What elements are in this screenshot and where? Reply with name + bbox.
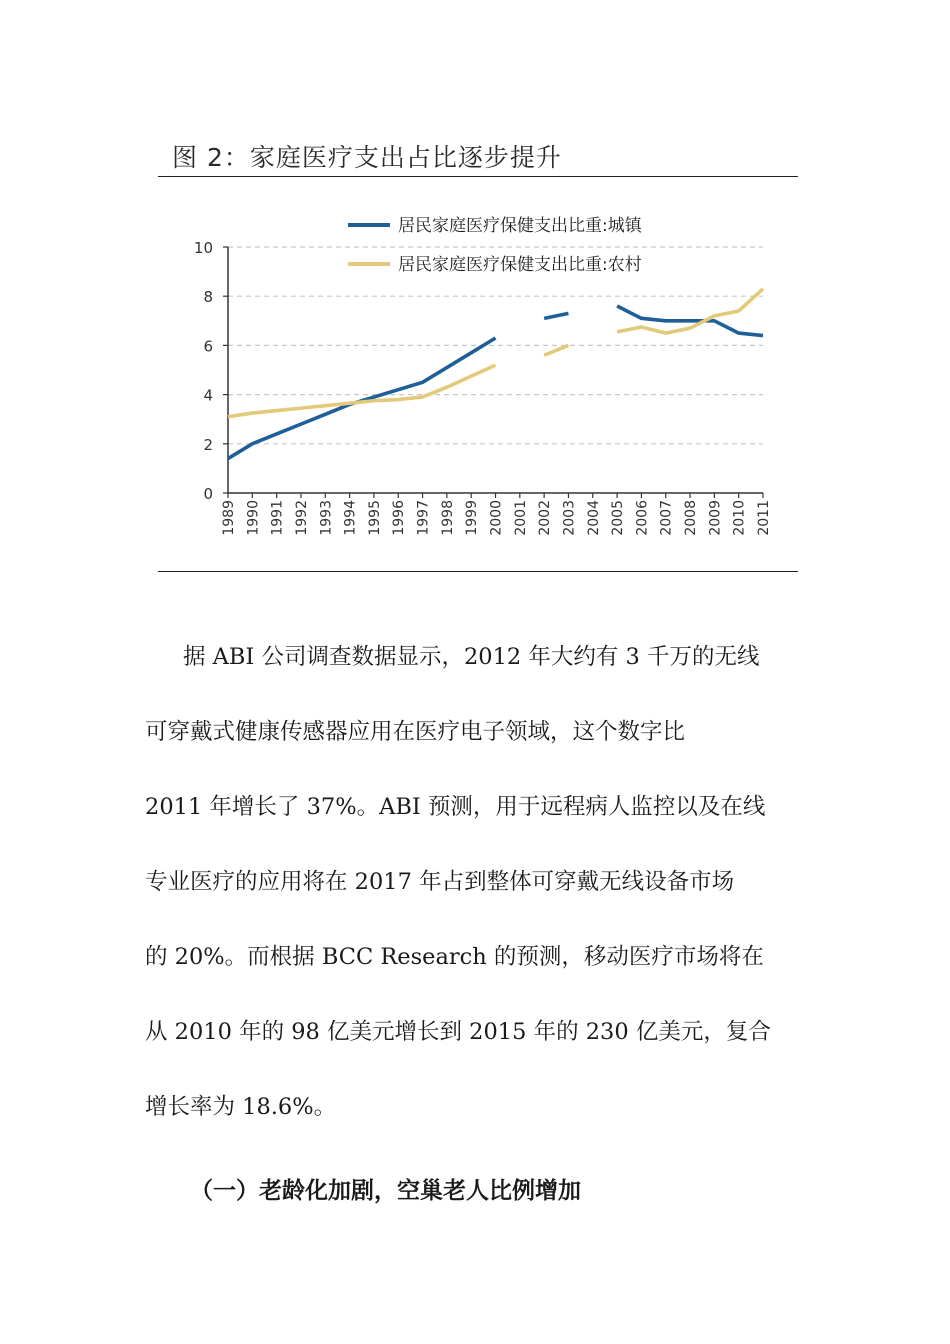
series-line xyxy=(544,345,568,355)
body-line: 从 2010 年的 98 亿美元增长到 2015 年的 230 亿美元，复合 xyxy=(145,1019,771,1045)
body-line: 2011 年增长了 37%。ABI 预测，用于远程病人监控以及在线 xyxy=(145,794,766,820)
x-tick-label: 2004 xyxy=(585,500,602,536)
series-line xyxy=(617,289,763,333)
body-line: 的 20%。而根据 BCC Research 的预测，移动医疗市场将在 xyxy=(145,944,764,970)
y-tick-label: 8 xyxy=(203,288,213,307)
y-tick-label: 6 xyxy=(203,337,213,356)
x-tick-label: 1990 xyxy=(245,500,262,536)
x-tick-label: 2006 xyxy=(634,500,651,536)
x-tick-label: 2008 xyxy=(683,500,700,536)
x-tick-label: 1998 xyxy=(439,500,456,536)
figure-top-rule xyxy=(158,176,798,177)
x-tick-label: 1992 xyxy=(293,500,310,536)
line-chart xyxy=(158,190,798,560)
x-tick-label: 1996 xyxy=(391,500,408,536)
y-tick-label: 0 xyxy=(203,485,213,503)
series-line xyxy=(544,313,568,318)
x-tick-label: 1995 xyxy=(366,500,383,536)
x-tick-label: 2010 xyxy=(731,500,748,536)
legend-label: 居民家庭医疗保健支出比重:农村 xyxy=(398,255,642,275)
x-tick-label: 2001 xyxy=(512,500,529,536)
body-line: 可穿戴式健康传感器应用在医疗电子领域，这个数字比 xyxy=(145,719,686,745)
x-tick-label: 2002 xyxy=(537,500,554,536)
x-tick-label: 1993 xyxy=(318,500,335,536)
figure-title: 图 2：家庭医疗支出占比逐步提升 xyxy=(172,143,562,172)
legend-label: 居民家庭医疗保健支出比重:城镇 xyxy=(398,216,642,236)
body-line: 专业医疗的应用将在 2017 年占到整体可穿戴无线设备市场 xyxy=(145,869,735,895)
body-line: 据 ABI 公司调查数据显示，2012 年大约有 3 千万的无线 xyxy=(183,644,760,670)
x-tick-label: 2000 xyxy=(488,500,505,536)
x-tick-label: 1997 xyxy=(415,500,432,536)
x-tick-label: 2009 xyxy=(707,500,724,536)
body-paragraph xyxy=(145,620,805,1145)
x-tick-label: 1994 xyxy=(342,500,359,536)
x-tick-label: 2003 xyxy=(561,500,578,536)
body-line: 增长率为 18.6%。 xyxy=(145,1094,337,1120)
x-tick-label: 1989 xyxy=(221,500,237,536)
y-tick-label: 10 xyxy=(193,239,213,257)
figure-bottom-rule xyxy=(158,571,798,572)
x-tick-label: 1991 xyxy=(269,500,286,536)
x-tick-label: 2007 xyxy=(658,500,675,536)
x-tick-label: 2011 xyxy=(756,500,772,536)
x-tick-label: 1999 xyxy=(464,500,481,536)
series-line xyxy=(228,365,496,417)
section-heading: （一）老龄化加剧，空巢老人比例增加 xyxy=(190,1178,581,1204)
y-tick-label: 2 xyxy=(203,435,213,454)
x-tick-label: 2005 xyxy=(610,500,627,536)
series-line xyxy=(228,338,496,459)
y-tick-label: 4 xyxy=(203,386,213,405)
